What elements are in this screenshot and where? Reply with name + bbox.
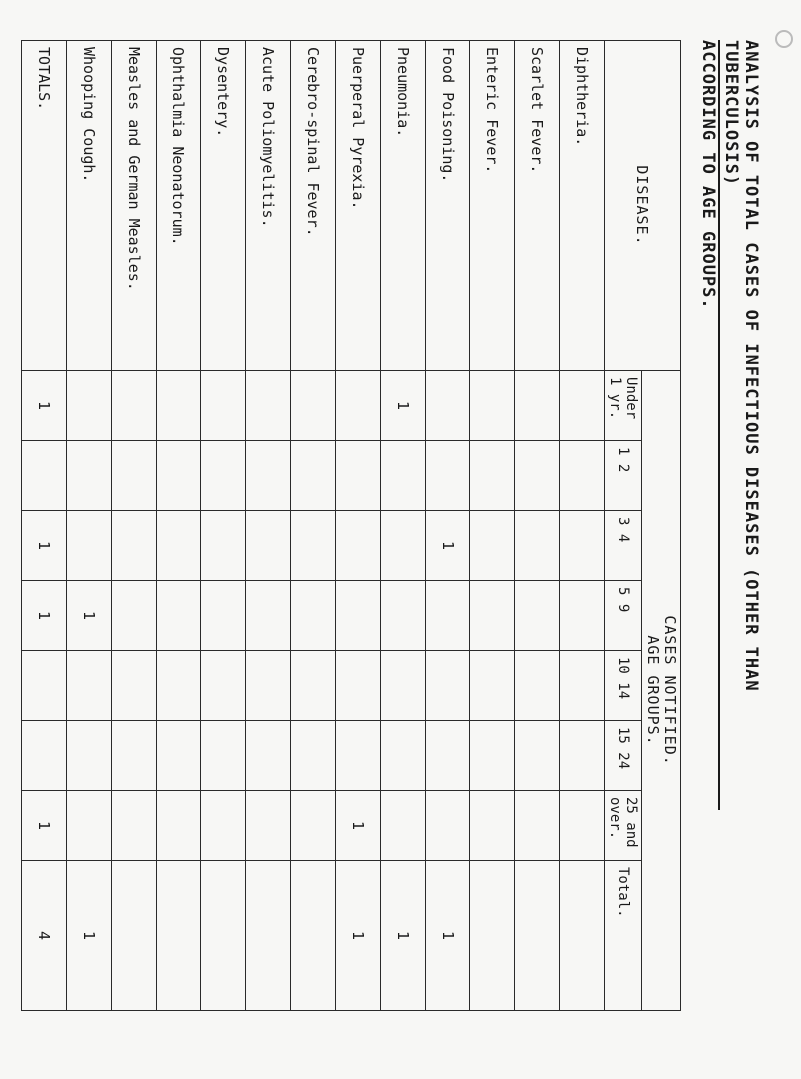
case-count-cell xyxy=(111,511,156,581)
case-count-cell: 4 xyxy=(22,861,67,1011)
case-count-cell: 1 xyxy=(22,371,67,441)
table-row xyxy=(291,41,336,1011)
case-count-cell: 1 xyxy=(335,791,380,861)
case-count-cell xyxy=(335,441,380,511)
case-count-cell xyxy=(470,721,515,791)
title-line-1: ANALYSIS OF TOTAL CASES OF INFECTIOUS DISEASES (OTHER THAN TUBERCULOSIS) xyxy=(718,40,761,810)
case-count-cell xyxy=(560,791,605,861)
age-header-5-9: 5 9 xyxy=(605,581,642,651)
case-count-cell xyxy=(470,371,515,441)
age-header-under-1: Under 1 yr. xyxy=(605,371,642,441)
age-header-1-2: 1 2 xyxy=(605,441,642,511)
table-row xyxy=(156,41,201,1011)
case-count-cell xyxy=(111,581,156,651)
case-count-cell: 1 xyxy=(335,861,380,1011)
case-count-cell xyxy=(380,441,425,511)
case-count-cell xyxy=(111,441,156,511)
case-count-cell xyxy=(560,721,605,791)
case-count-cell xyxy=(156,371,201,441)
case-count-cell xyxy=(470,651,515,721)
case-count-cell xyxy=(515,861,560,1011)
case-count-cell xyxy=(201,861,246,1011)
case-count-cell xyxy=(470,791,515,861)
case-count-cell xyxy=(515,581,560,651)
case-count-cell xyxy=(291,371,336,441)
infectious-diseases-table xyxy=(21,40,681,1011)
case-count-cell xyxy=(246,651,291,721)
case-count-cell xyxy=(560,651,605,721)
case-count-cell xyxy=(425,581,470,651)
case-count-cell xyxy=(111,371,156,441)
age-header-3-4: 3 4 xyxy=(605,511,642,581)
case-count-cell xyxy=(470,511,515,581)
case-count-cell xyxy=(291,581,336,651)
case-count-cell xyxy=(156,651,201,721)
title-line-2: ACCORDING TO AGE GROUPS. xyxy=(698,40,718,310)
case-count-cell xyxy=(335,511,380,581)
case-count-cell xyxy=(291,441,336,511)
case-count-cell xyxy=(156,441,201,511)
case-count-cell: 1 xyxy=(425,511,470,581)
case-count-cell xyxy=(246,721,291,791)
case-count-cell xyxy=(246,511,291,581)
disease-column-header: DISEASE. xyxy=(605,41,681,371)
table-row xyxy=(560,41,605,1011)
case-count-cell: 1 xyxy=(22,511,67,581)
case-count-cell xyxy=(111,861,156,1011)
table-row xyxy=(335,41,380,1011)
age-header-total: Total. xyxy=(605,861,642,1011)
disease-name: Food Poisoning. xyxy=(425,41,470,371)
case-count-cell xyxy=(201,371,246,441)
case-count-cell xyxy=(425,651,470,721)
table-row xyxy=(425,41,470,1011)
cases-notified-header xyxy=(642,371,681,1011)
case-count-cell xyxy=(156,511,201,581)
case-count-cell xyxy=(291,791,336,861)
case-count-cell xyxy=(201,441,246,511)
case-count-cell xyxy=(201,791,246,861)
disease-name: Cerebro-spinal Fever. xyxy=(291,41,336,371)
case-count-cell xyxy=(560,441,605,511)
case-count-cell xyxy=(380,791,425,861)
punch-hole-mark xyxy=(775,30,793,48)
case-count-cell: 1 xyxy=(66,861,111,1011)
disease-name: Measles and German Measles. xyxy=(111,41,156,371)
case-count-cell xyxy=(515,441,560,511)
disease-name: Pneumonia. xyxy=(380,41,425,371)
case-count-cell xyxy=(156,581,201,651)
case-count-cell xyxy=(380,511,425,581)
case-count-cell xyxy=(560,371,605,441)
case-count-cell xyxy=(246,861,291,1011)
case-count-cell xyxy=(335,721,380,791)
case-count-cell xyxy=(515,721,560,791)
case-count-cell xyxy=(470,581,515,651)
case-count-cell xyxy=(111,651,156,721)
case-count-cell xyxy=(515,371,560,441)
case-count-cell xyxy=(111,721,156,791)
case-count-cell xyxy=(425,721,470,791)
case-count-cell xyxy=(22,651,67,721)
age-header-25-over: 25 and over. xyxy=(605,791,642,861)
case-count-cell xyxy=(291,861,336,1011)
case-count-cell: 1 xyxy=(380,371,425,441)
case-count-cell xyxy=(22,721,67,791)
case-count-cell xyxy=(66,441,111,511)
cases-notified-label: CASES NOTIFIED. xyxy=(661,615,679,766)
case-count-cell: 1 xyxy=(380,861,425,1011)
case-count-cell xyxy=(515,511,560,581)
case-count-cell xyxy=(515,791,560,861)
case-count-cell xyxy=(560,861,605,1011)
case-count-cell xyxy=(22,441,67,511)
case-count-cell xyxy=(246,581,291,651)
case-count-cell xyxy=(291,511,336,581)
disease-name: Dysentery. xyxy=(201,41,246,371)
case-count-cell xyxy=(560,511,605,581)
case-count-cell xyxy=(201,581,246,651)
case-count-cell xyxy=(380,651,425,721)
disease-name: Acute Poliomyelitis. xyxy=(246,41,291,371)
case-count-cell xyxy=(560,581,605,651)
case-count-cell xyxy=(246,791,291,861)
case-count-cell xyxy=(156,721,201,791)
disease-name: Scarlet Fever. xyxy=(515,41,560,371)
case-count-cell xyxy=(66,371,111,441)
case-count-cell: 1 xyxy=(22,581,67,651)
table-row xyxy=(111,41,156,1011)
case-count-cell: 1 xyxy=(22,791,67,861)
table-row xyxy=(246,41,291,1011)
age-header-15-24: 15 24 xyxy=(605,721,642,791)
case-count-cell xyxy=(515,651,560,721)
case-count-cell xyxy=(66,511,111,581)
case-count-cell: 1 xyxy=(425,861,470,1011)
case-count-cell xyxy=(335,651,380,721)
disease-name: Ophthalmia Neonatorum. xyxy=(156,41,201,371)
page-title xyxy=(698,40,761,1040)
case-count-cell xyxy=(380,581,425,651)
case-count-cell xyxy=(335,581,380,651)
case-count-cell xyxy=(156,861,201,1011)
case-count-cell xyxy=(291,721,336,791)
age-header-10-14: 10 14 xyxy=(605,651,642,721)
case-count-cell xyxy=(246,371,291,441)
table-row xyxy=(66,41,111,1011)
table-row xyxy=(515,41,560,1011)
case-count-cell xyxy=(66,651,111,721)
disease-name: Enteric Fever. xyxy=(470,41,515,371)
table-row xyxy=(470,41,515,1011)
disease-name: Puerperal Pyrexia. xyxy=(335,41,380,371)
case-count-cell xyxy=(291,651,336,721)
case-count-cell xyxy=(380,721,425,791)
table-row xyxy=(201,41,246,1011)
case-count-cell xyxy=(470,441,515,511)
case-count-cell xyxy=(246,441,291,511)
table-body xyxy=(22,41,605,1011)
case-count-cell xyxy=(201,511,246,581)
case-count-cell xyxy=(111,791,156,861)
case-count-cell xyxy=(201,721,246,791)
table-row xyxy=(22,41,67,1011)
case-count-cell xyxy=(335,371,380,441)
case-count-cell xyxy=(425,441,470,511)
case-count-cell xyxy=(156,791,201,861)
case-count-cell xyxy=(470,861,515,1011)
case-count-cell xyxy=(66,721,111,791)
case-count-cell xyxy=(66,791,111,861)
case-count-cell xyxy=(201,651,246,721)
disease-name: Whooping Cough. xyxy=(66,41,111,371)
case-count-cell xyxy=(425,371,470,441)
case-count-cell xyxy=(425,791,470,861)
disease-name: Diphtheria. xyxy=(560,41,605,371)
age-groups-label: AGE GROUPS. xyxy=(644,635,662,746)
table-row xyxy=(380,41,425,1011)
case-count-cell: 1 xyxy=(66,581,111,651)
disease-name: TOTALS. xyxy=(22,41,67,371)
